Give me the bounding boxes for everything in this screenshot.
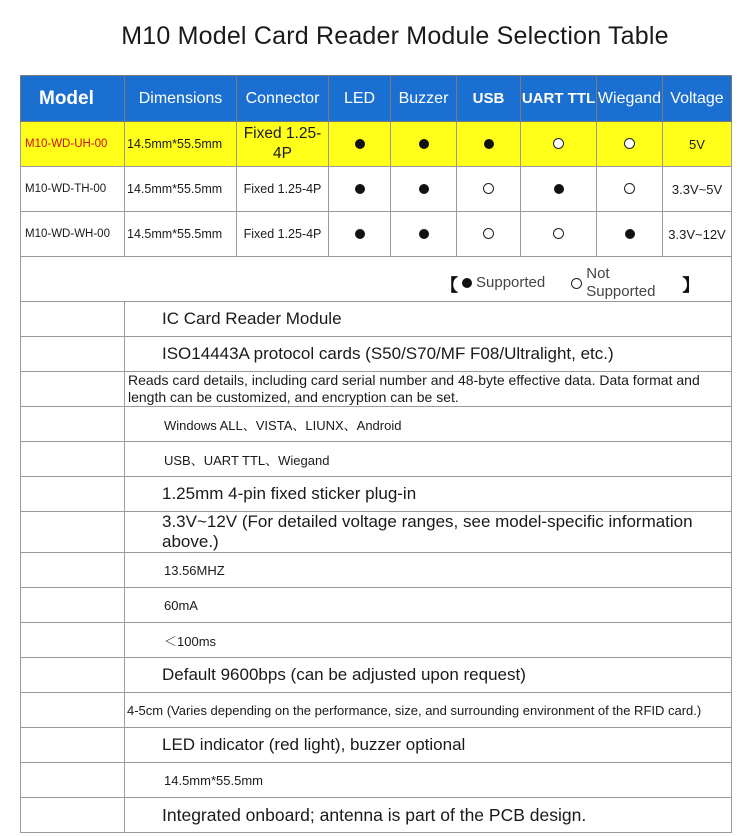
spec-value: 14.5mm*55.5mm: [125, 763, 732, 798]
spec-row: [21, 302, 732, 337]
spec-row: [21, 623, 732, 658]
feature-uart-cell: [521, 122, 597, 167]
supported-dot-icon: [355, 229, 365, 239]
spec-row: [21, 658, 732, 693]
model-connector: Fixed 1.25-4P: [237, 167, 329, 212]
spec-label-cell: [21, 553, 125, 588]
feature-usb-cell: [457, 122, 521, 167]
spec-value: 3.3V~12V (For detailed voltage ranges, see model-specific information above.): [125, 512, 732, 553]
legend: [441, 265, 699, 301]
spec-label-cell: [21, 442, 125, 477]
supported-dot-icon: [462, 278, 472, 288]
model-row: [21, 167, 732, 212]
model-name: M10-WD-TH-00: [21, 167, 125, 212]
not-supported-dot-icon: [553, 138, 564, 149]
supported-dot-icon: [419, 184, 429, 194]
spec-label-cell: [21, 763, 125, 798]
header-wiegand: Wiegand: [597, 76, 663, 122]
feature-wiegand-cell: [597, 212, 663, 257]
model-connector: Fixed 1.25-4P: [237, 212, 329, 257]
legend-cell: [21, 257, 732, 302]
spec-label-cell: [21, 477, 125, 512]
spec-row: [21, 372, 732, 407]
spec-label-cell: [21, 623, 125, 658]
spec-label-cell: [21, 798, 125, 833]
spec-value: 1.25mm 4-pin fixed sticker plug-in: [125, 477, 732, 512]
feature-uart-cell: [521, 212, 597, 257]
spec-label-cell: [21, 512, 125, 553]
header-dimensions: Dimensions: [125, 76, 237, 122]
legend-supported: Supported: [476, 274, 546, 291]
legend-not-supported: Not Supported: [586, 265, 656, 300]
spec-row: [21, 588, 732, 623]
spec-label-cell: [21, 337, 125, 372]
spec-row: [21, 512, 732, 553]
model-dimensions: 14.5mm*55.5mm: [125, 212, 237, 257]
model-dimensions: 14.5mm*55.5mm: [125, 167, 237, 212]
not-supported-dot-icon: [624, 183, 635, 194]
spec-label-cell: [21, 372, 125, 407]
spec-value: USB、UART TTL、Wiegand: [125, 442, 732, 477]
header-row: [21, 76, 732, 122]
spec-row: [21, 763, 732, 798]
not-supported-dot-icon: [624, 138, 635, 149]
spec-label-cell: [21, 588, 125, 623]
spec-value: 60mA: [125, 588, 732, 623]
spec-value: 4-5cm (Varies depending on the performance, size, and surrounding environment of the RFID card.): [125, 693, 732, 728]
supported-dot-icon: [625, 229, 635, 239]
header-buzzer: Buzzer: [391, 76, 457, 122]
not-supported-dot-icon: [483, 228, 494, 239]
header-usb: USB: [457, 76, 521, 122]
feature-usb-cell: [457, 212, 521, 257]
feature-usb-cell: [457, 167, 521, 212]
feature-led-cell: [329, 122, 391, 167]
spec-value: Reads card details, including card serial number and 48-byte effective data. Data format and length can be customized, and encryption can be set.: [125, 372, 732, 407]
feature-uart-cell: [521, 167, 597, 212]
model-name: M10-WD-WH-00: [21, 212, 125, 257]
legend-close-bracket: 】: [682, 275, 700, 295]
supported-dot-icon: [355, 139, 365, 149]
feature-wiegand-cell: [597, 167, 663, 212]
spec-value: ＜100ms: [125, 623, 732, 658]
model-voltage: 5V: [663, 122, 732, 167]
not-supported-dot-icon: [553, 228, 564, 239]
supported-dot-icon: [419, 229, 429, 239]
spec-row: [21, 442, 732, 477]
legend-open-bracket: 【: [441, 275, 458, 295]
spec-row: [21, 407, 732, 442]
selection-table: [20, 75, 732, 833]
header-uart: UART TTL: [521, 76, 597, 122]
model-voltage: 3.3V~5V: [663, 167, 732, 212]
supported-dot-icon: [355, 184, 365, 194]
spec-label-cell: [21, 407, 125, 442]
spec-row: [21, 798, 732, 833]
spec-value: IC Card Reader Module: [125, 302, 732, 337]
header-voltage: Voltage: [663, 76, 732, 122]
not-supported-dot-icon: [571, 278, 582, 289]
feature-buzzer-cell: [391, 212, 457, 257]
spec-label-cell: [21, 658, 125, 693]
spec-value: Default 9600bps (can be adjusted upon request): [125, 658, 732, 693]
header-model: Model: [21, 76, 125, 122]
spec-row: [21, 693, 732, 728]
header-connector: Connector: [237, 76, 329, 122]
feature-buzzer-cell: [391, 167, 457, 212]
spec-value: 13.56MHZ: [125, 553, 732, 588]
spec-label-cell: [21, 302, 125, 337]
not-supported-dot-icon: [483, 183, 494, 194]
spec-label-cell: [21, 728, 125, 763]
legend-row: [21, 257, 732, 302]
model-dimensions: 14.5mm*55.5mm: [125, 122, 237, 167]
spec-value: ISO14443A protocol cards (S50/S70/MF F08/Ultralight, etc.): [125, 337, 732, 372]
feature-led-cell: [329, 167, 391, 212]
spec-row: [21, 728, 732, 763]
spec-row: [21, 337, 732, 372]
spec-row: [21, 477, 732, 512]
spec-row: [21, 553, 732, 588]
supported-dot-icon: [484, 139, 494, 149]
feature-wiegand-cell: [597, 122, 663, 167]
feature-led-cell: [329, 212, 391, 257]
feature-buzzer-cell: [391, 122, 457, 167]
spec-value: LED indicator (red light), buzzer optional: [125, 728, 732, 763]
model-row: [21, 122, 732, 167]
supported-dot-icon: [554, 184, 564, 194]
model-voltage: 3.3V~12V: [663, 212, 732, 257]
header-led: LED: [329, 76, 391, 122]
model-connector: Fixed 1.25-4P: [237, 122, 329, 167]
model-name: M10-WD-UH-00: [21, 122, 125, 167]
spec-value: Integrated onboard; antenna is part of the PCB design.: [125, 798, 732, 833]
spec-label-cell: [21, 693, 125, 728]
page-title: M10 Model Card Reader Module Selection Table: [121, 22, 669, 50]
model-row: [21, 212, 732, 257]
spec-value: Windows ALL、VISTA、LIUNX、Android: [125, 407, 732, 442]
supported-dot-icon: [419, 139, 429, 149]
